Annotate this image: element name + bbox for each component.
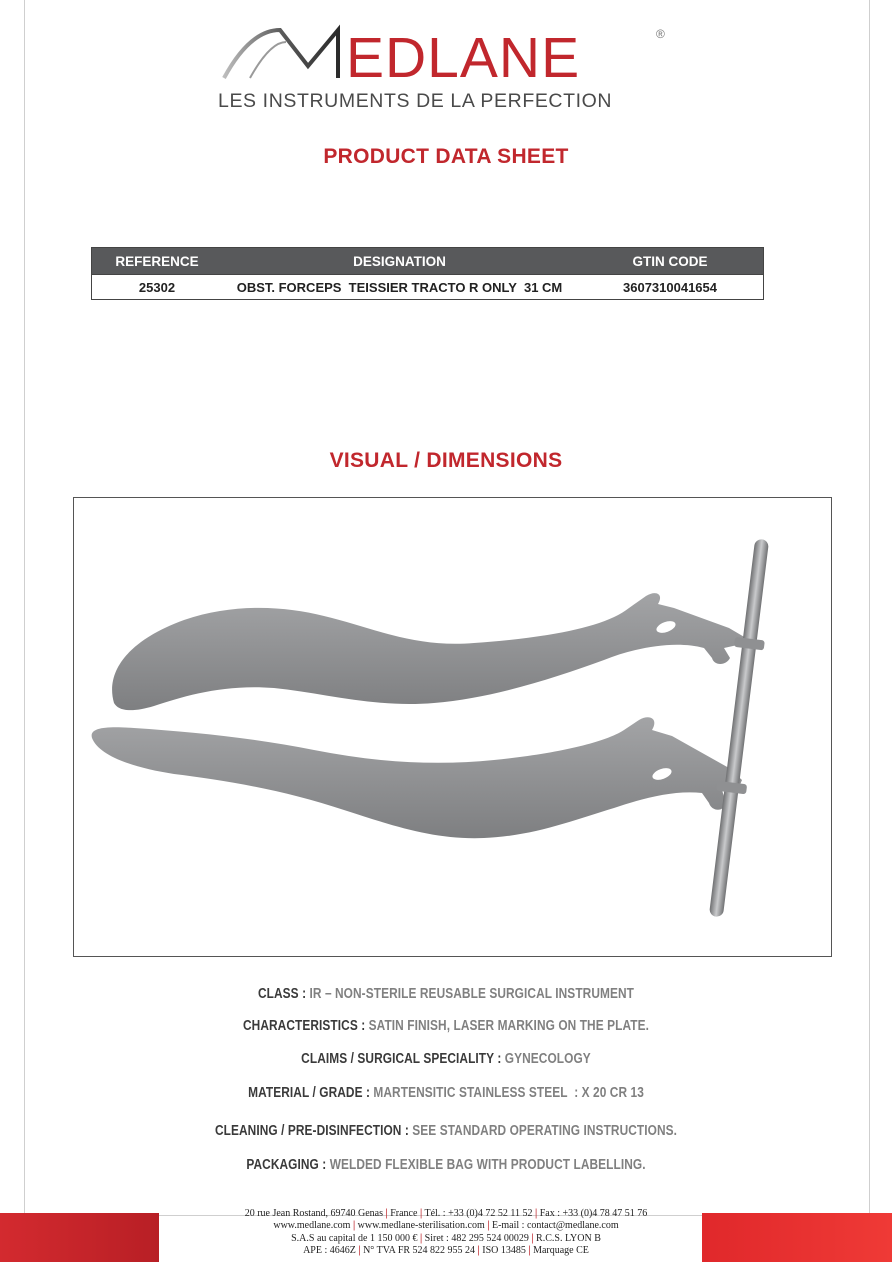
spec-value: SEE STANDARD OPERATING INSTRUCTIONS. — [408, 1123, 678, 1139]
spec-value: SATIN FINISH, LASER MARKING ON THE PLATE. — [365, 1018, 650, 1034]
spec-value: GYNECOLOGY — [501, 1051, 591, 1067]
footer-ce-marking: Marquage CE — [533, 1245, 589, 1256]
cell-designation: OBST. FORCEPS TEISSIER TRACTO R ONLY 31 CM — [222, 275, 577, 300]
traction-rod — [701, 538, 777, 919]
product-data-title: PRODUCT DATA SHEET — [323, 145, 569, 168]
registered-mark: ® — [656, 27, 665, 41]
product-visual — [73, 497, 832, 957]
medlane-wordmark — [220, 20, 680, 82]
footer-email[interactable]: E-mail : contact@medlane.com — [491, 1220, 619, 1231]
footer-iso: ISO 13485 — [482, 1245, 526, 1256]
footer-separator: | — [385, 1208, 388, 1219]
footer-website-link[interactable]: www.medlane.com — [273, 1220, 351, 1231]
footer-separator: | — [477, 1245, 480, 1256]
spec-value: WELDED FLEXIBLE BAG WITH PRODUCT LABELLING. — [326, 1157, 646, 1173]
header-reference: REFERENCE — [92, 248, 223, 275]
table-row — [92, 275, 764, 300]
footer-address: 20 rue Jean Rostand, 69740 Genas — [244, 1208, 384, 1219]
footer-accent-bar-right — [702, 1213, 892, 1262]
footer-phone: Tél. : +33 (0)4 72 52 11 52 — [424, 1208, 533, 1219]
brand-tagline: LES INSTRUMENTS DE LA PERFECTION — [218, 90, 613, 112]
brand-rest: EDLANE — [346, 26, 581, 82]
spec-key: MATERIAL / GRADE : — [248, 1085, 371, 1101]
cell-reference: 25302 — [92, 275, 223, 300]
footer-tva: N° TVA FR 524 822 955 24 — [363, 1245, 476, 1256]
spec-material — [80, 1085, 811, 1101]
spec-packaging — [80, 1157, 811, 1173]
footer-separator: | — [487, 1220, 490, 1231]
footer-separator: | — [358, 1245, 361, 1256]
footer-accent-bar-left — [0, 1213, 159, 1262]
spec-class — [80, 986, 811, 1002]
spec-cleaning — [80, 1123, 811, 1139]
visual-title: VISUAL / DIMENSIONS — [329, 449, 563, 472]
footer-rcs: R.C.S. LYON B — [536, 1233, 601, 1244]
footer-separator: | — [535, 1208, 538, 1219]
footer-separator: | — [531, 1233, 534, 1244]
spec-key: CHARACTERISTICS : — [242, 1018, 366, 1034]
footer-separator: | — [419, 1208, 423, 1219]
spec-key: CLEANING / PRE-DISINFECTION : — [214, 1123, 409, 1139]
footer-separator: | — [419, 1233, 423, 1244]
spec-value: IR – NON-STERILE REUSABLE SURGICAL INSTRUMENT — [306, 986, 635, 1002]
spec-key: CLASS : — [257, 986, 307, 1002]
footer-ape: APE : 4646Z — [303, 1245, 356, 1256]
forceps-image — [74, 498, 831, 956]
reference-table — [91, 247, 764, 300]
footer-country: France — [390, 1208, 418, 1219]
footer-separator: | — [528, 1245, 531, 1256]
spec-key: PACKAGING : — [246, 1157, 327, 1173]
spec-claims — [80, 1051, 811, 1067]
spec-characteristics — [80, 1018, 811, 1034]
table-header-row — [92, 248, 764, 275]
cell-gtin: 3607310041654 — [577, 275, 764, 300]
header-gtin: GTIN CODE — [577, 248, 764, 275]
footer-separator: | — [352, 1220, 356, 1231]
footer-siret: Siret : 482 295 524 00029 — [424, 1233, 529, 1244]
header-designation: DESIGNATION — [222, 248, 577, 275]
footer-capital: S.A.S au capital de 1 150 000 € — [291, 1233, 418, 1244]
upper-blade — [112, 593, 746, 710]
footer-sterilisation-link[interactable]: www.medlane-sterilisation.com — [357, 1220, 485, 1231]
lower-blade — [92, 717, 742, 838]
spec-key: CLAIMS / SURGICAL SPECIALITY : — [301, 1051, 502, 1067]
footer-fax: Fax : +33 (0)4 78 47 51 76 — [539, 1208, 648, 1219]
spec-value: MARTENSITIC STAINLESS STEEL : X 20 CR 13 — [370, 1085, 644, 1101]
